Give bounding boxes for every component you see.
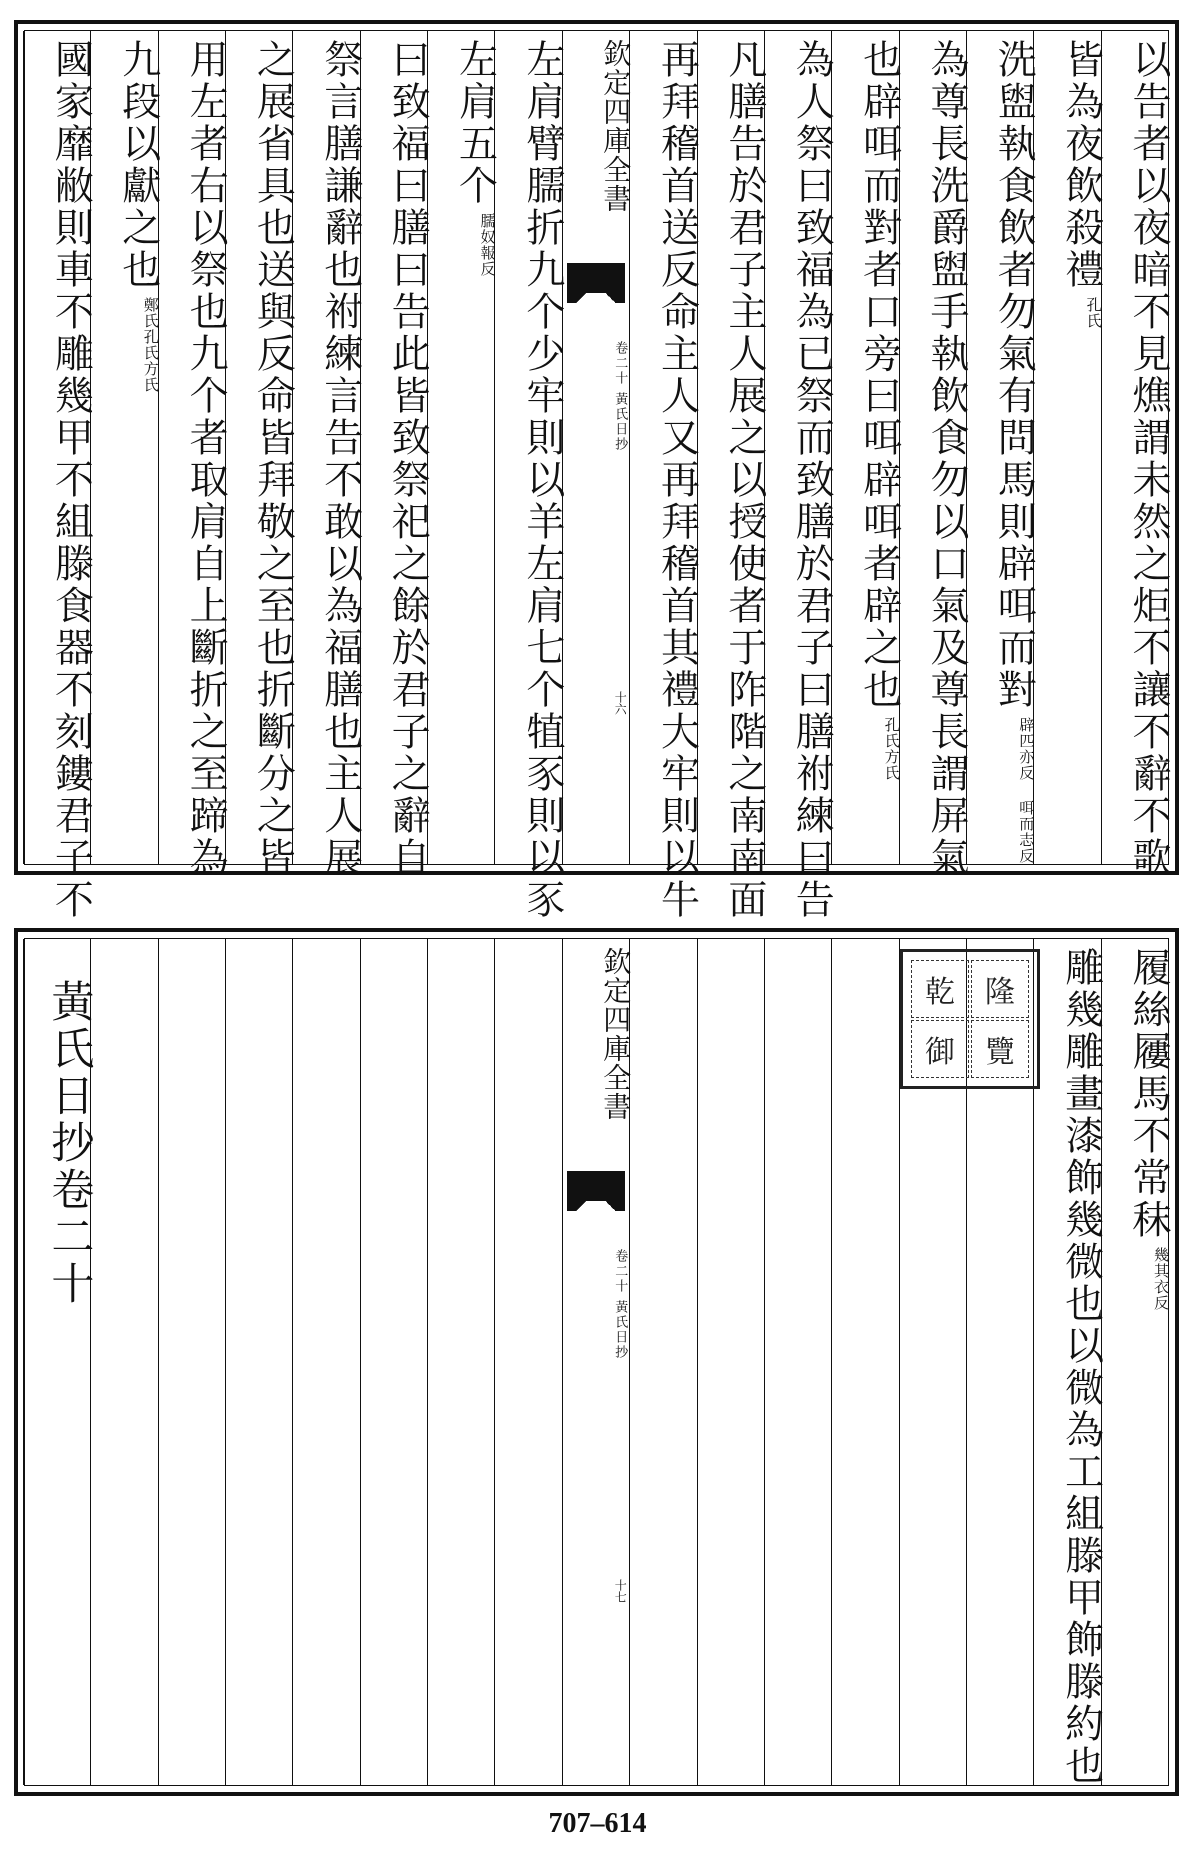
text-column bbox=[764, 31, 835, 921]
library-title: 欽定四庫全書 bbox=[599, 39, 633, 213]
text-column bbox=[1101, 939, 1171, 1785]
seal-character: 乾 bbox=[911, 960, 969, 1018]
text-column bbox=[1101, 31, 1171, 879]
page-footer-number: 707–614 bbox=[548, 1808, 647, 1839]
text-column bbox=[1033, 31, 1104, 864]
text-column bbox=[427, 31, 498, 864]
text-column bbox=[494, 31, 565, 921]
imperial-seal-icon bbox=[900, 949, 1040, 1089]
column-text bbox=[900, 39, 969, 879]
column-text bbox=[293, 39, 363, 879]
fishtail-mark-icon bbox=[567, 1171, 625, 1201]
main-text: 凡膳告於君子主人展之以授使者于阼階之南南面 bbox=[721, 39, 767, 921]
main-text: 左肩五个 bbox=[452, 39, 498, 207]
main-text: 之展省具也送與反命皆拜敬之至也折斷分之皆 bbox=[250, 39, 296, 879]
column-text bbox=[832, 39, 902, 781]
main-text: 也辟咡而對者口旁曰咡辟咡者辟之也 bbox=[856, 39, 902, 711]
text-column bbox=[899, 31, 969, 879]
column-text bbox=[91, 39, 161, 393]
column-text bbox=[495, 39, 565, 921]
annotation-note: 辟匹亦反 咡而志反 bbox=[1017, 717, 1036, 864]
text-column bbox=[764, 939, 831, 1785]
main-text: 再拜稽首送反命主人又再拜稽首其禮大牢則以牛 bbox=[654, 39, 700, 921]
text-column bbox=[360, 939, 427, 1785]
text-column bbox=[292, 939, 359, 1785]
text-column bbox=[158, 31, 229, 879]
text-column bbox=[90, 31, 161, 864]
annotation-note: 鄭氏孔氏方氏 bbox=[141, 297, 160, 393]
main-text: 雕幾雕畫漆飾幾微也以微為工組滕甲飾滕約也 bbox=[1058, 947, 1104, 1787]
text-column bbox=[360, 31, 431, 879]
column-text bbox=[1034, 39, 1104, 329]
column-text bbox=[24, 39, 94, 921]
main-text: 洗盥執食飲者勿氣有問馬則辟咡而對 bbox=[991, 39, 1037, 711]
text-column bbox=[697, 939, 764, 1785]
column-text bbox=[226, 39, 296, 879]
bottom-page-frame bbox=[24, 938, 1169, 1786]
text-column bbox=[1033, 939, 1104, 1787]
column-text bbox=[159, 39, 229, 879]
column-text bbox=[361, 39, 431, 879]
main-text: 國家靡敝則車不雕幾甲不組滕食器不刻鏤君子不 bbox=[48, 39, 94, 921]
top-page-frame bbox=[24, 30, 1171, 921]
leaf-number: 十七 bbox=[613, 1579, 628, 1603]
leaf-number: 十六 bbox=[613, 691, 628, 715]
main-text: 為尊長洗爵盥手執飲食勿以口氣及尊長謂屏氣 bbox=[923, 39, 969, 879]
column-text bbox=[765, 39, 835, 921]
column-text bbox=[1102, 39, 1171, 879]
page-center-column bbox=[562, 31, 633, 864]
text-column bbox=[629, 31, 700, 921]
column-text bbox=[1102, 947, 1171, 1311]
annotation-note: 孔氏方氏 bbox=[882, 717, 901, 781]
text-column bbox=[292, 31, 363, 879]
text-column bbox=[697, 31, 767, 921]
text-column bbox=[90, 939, 157, 1785]
main-text: 為人祭曰致福為已祭而致膳於君子曰膳祔練曰告 bbox=[789, 39, 835, 921]
seal-character: 隆 bbox=[971, 960, 1029, 1018]
main-text: 用左者右以祭也九个者取肩自上斷折之至蹄為 bbox=[183, 39, 229, 879]
column-text bbox=[1034, 947, 1104, 1787]
text-column bbox=[158, 939, 225, 1785]
fishtail-mark-icon bbox=[567, 263, 625, 293]
column-text bbox=[428, 39, 498, 277]
book-title: 黃氏日抄 bbox=[612, 392, 628, 452]
main-text: 九段以獻之也 bbox=[115, 39, 161, 291]
library-title: 欽定四庫全書 bbox=[599, 947, 633, 1121]
text-column bbox=[225, 31, 296, 879]
text-column bbox=[23, 31, 94, 921]
main-text: 履絲屨馬不常秣 bbox=[1126, 947, 1171, 1241]
bottom-page bbox=[14, 928, 1179, 1796]
column-text bbox=[967, 39, 1037, 864]
volume-label: 卷二十 bbox=[612, 1249, 628, 1294]
book-title: 黃氏日抄 bbox=[612, 1300, 628, 1360]
text-column bbox=[831, 31, 902, 864]
annotation-note: 臑奴報反 bbox=[478, 213, 497, 277]
book-volume-label bbox=[563, 341, 629, 452]
annotation-note: 孔氏 bbox=[1084, 297, 1103, 329]
annotation-note: 幾其衣反 bbox=[1152, 1247, 1170, 1311]
column-text bbox=[630, 39, 700, 921]
text-column bbox=[966, 31, 1037, 864]
text-column bbox=[629, 939, 696, 1785]
main-text: 以告者以夜暗不見燋謂未然之炬不讓不辭不歌 bbox=[1126, 39, 1171, 879]
text-column bbox=[494, 939, 561, 1785]
main-text: 皆為夜飲殺禮 bbox=[1058, 39, 1104, 291]
main-text: 曰致福曰膳曰告此皆致祭祀之餘於君子之辭自 bbox=[385, 39, 431, 879]
text-column bbox=[831, 939, 898, 1785]
main-text: 左肩臂臑折九个少牢則以羊左肩七个犆豕則以豕 bbox=[519, 39, 565, 921]
column-text bbox=[24, 979, 95, 1308]
page-center-column bbox=[562, 939, 633, 1785]
book-volume-label bbox=[563, 1249, 629, 1360]
column-text bbox=[698, 39, 767, 921]
text-column bbox=[23, 939, 95, 1785]
volume-label: 卷二十 bbox=[612, 341, 628, 386]
top-page bbox=[14, 20, 1179, 921]
main-text: 祭言膳謙辭也祔練言告不敢以為福膳也主人展 bbox=[317, 39, 363, 879]
text-column bbox=[427, 939, 494, 1785]
main-text: 黃氏日抄卷二十 bbox=[44, 979, 95, 1308]
seal-character: 御 bbox=[911, 1020, 969, 1078]
seal-character: 覽 bbox=[971, 1020, 1029, 1078]
text-column bbox=[225, 939, 292, 1785]
